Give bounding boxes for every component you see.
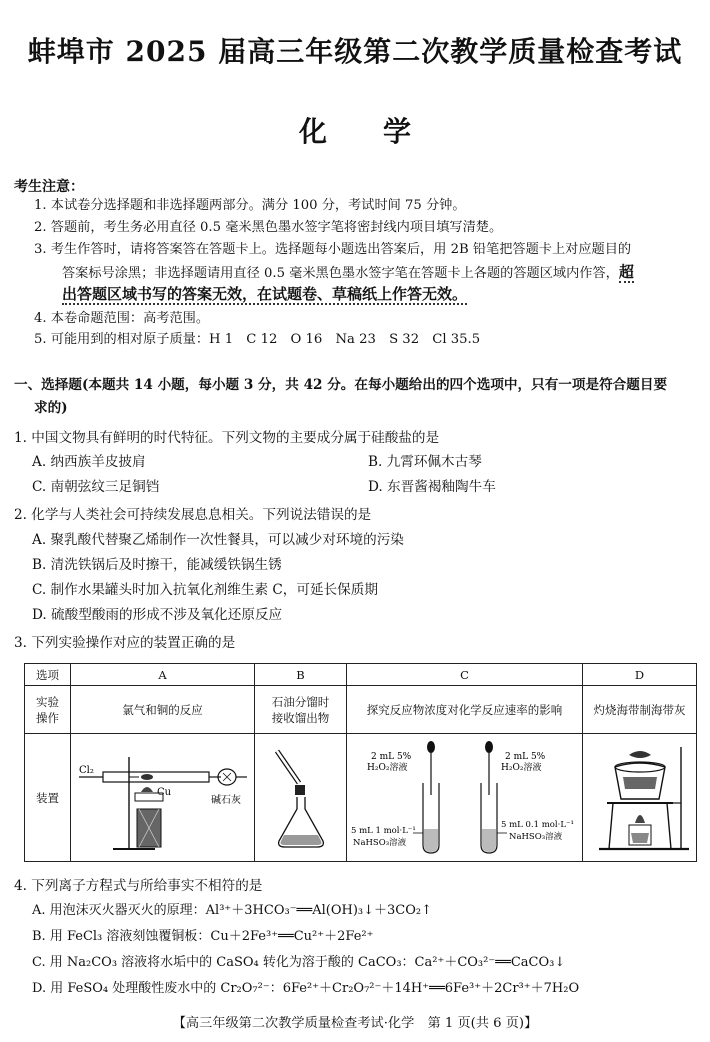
reaction-rate-apparatus-icon bbox=[349, 737, 581, 859]
q2-option-d: D. 硫酸型酸雨的形成不涉及氧化还原反应 bbox=[32, 607, 283, 623]
q4-stem: 4. 下列离子方程式与所给事实不相符的是 bbox=[14, 878, 263, 894]
notice-item-5: 5. 可能用到的相对原子质量：H 1 C 12 O 16 Na 23 S 32 Cl 35.5 bbox=[34, 332, 481, 347]
notice-item-3a: 3. 考生作答时，请将答案答在答题卡上。选择题每小题选出答案后，用 2B 铅笔把答题卡上对应题目的 bbox=[34, 242, 632, 257]
table-header-a: A bbox=[71, 664, 255, 686]
cell-b-operation-b: 接收馏出物 bbox=[271, 710, 330, 725]
notice-heading: 考生注意： bbox=[14, 179, 84, 195]
q3-stem: 3. 下列实验操作对应的装置正确的是 bbox=[14, 635, 236, 651]
cell-b-operation bbox=[255, 686, 347, 734]
row-label-apparatus: 装置 bbox=[25, 734, 71, 862]
label-cu: Cu bbox=[156, 786, 171, 798]
cell-c-operation: 探究反应物浓度对化学反应速率的影响 bbox=[347, 686, 583, 734]
label-left-h2o2-volume: 2 mL 5% bbox=[370, 751, 411, 762]
label-right-h2o2: H₂O₂溶液 bbox=[500, 762, 541, 773]
seaweed-ashing-apparatus-icon bbox=[585, 737, 695, 859]
row-label-operation-a: 实验 bbox=[36, 694, 59, 709]
table-header-row bbox=[25, 664, 697, 686]
table-header-b: B bbox=[255, 664, 347, 686]
q1-stem: 1. 中国文物具有鲜明的时代特征。下列文物的主要成分属于硅酸盐的是 bbox=[14, 430, 440, 446]
cell-a-apparatus bbox=[71, 734, 255, 862]
q1-option-c: C. 南朝弦纹三足铜铛 bbox=[32, 479, 160, 495]
row-label-operation bbox=[25, 686, 71, 734]
notice-item-3b-bold: 超 bbox=[618, 263, 634, 281]
q1-option-b: B. 九霄环佩木古琴 bbox=[368, 454, 482, 470]
q2-option-c: C. 制作水果罐头时加入抗氧化剂维生素 C，可延长保质期 bbox=[32, 582, 378, 598]
chlorine-copper-apparatus-icon bbox=[73, 737, 253, 859]
table-header-d: D bbox=[583, 664, 697, 686]
q4-option-b: B. 用 FeCl₃ 溶液刻蚀覆铜板：Cu＋2Fe³⁺══Cu²⁺＋2Fe²⁺ bbox=[32, 929, 374, 944]
table-row-operation bbox=[25, 686, 697, 734]
table-header-c: C bbox=[347, 664, 583, 686]
q2-stem: 2. 化学与人类社会可持续发展息息相关。下列说法错误的是 bbox=[14, 507, 372, 523]
section1-heading-a: 一、选择题(本题共 14 小题，每小题 3 分，共 42 分。在每小题给出的四个选项中，只有一项是符合题目要 bbox=[14, 377, 668, 393]
exam-title: 蚌埠市 2025 届高三年级第二次教学质量检查考试 bbox=[27, 35, 683, 68]
distillation-receiver-icon bbox=[257, 737, 345, 859]
notice-item-3b-text: 答案标号涂黑；非选择题请用直径 0.5 毫米黑色墨水签字笔在答题卡上各题的答题区域内作答， bbox=[62, 266, 619, 281]
q4-option-d: D. 用 FeSO₄ 处理酸性废水中的 Cr₂O₇²⁻：6Fe²⁺＋Cr₂O₇²⁻＋14H⁺══6Fe³⁺＋2Cr³⁺＋7H₂O bbox=[32, 981, 580, 996]
page-footer: 【高三年级第二次教学质量检查考试·化学 第 1 页(共 6 页)】 bbox=[172, 1016, 538, 1031]
notice-item-3b bbox=[62, 262, 634, 284]
q4-option-a: A. 用泡沫灭火器灭火的原理：Al³⁺＋3HCO₃⁻══Al(OH)₃↓＋3CO₂↑ bbox=[32, 903, 432, 918]
cell-a-operation: 氯气和铜的反应 bbox=[71, 686, 255, 734]
q2-option-a: A. 聚乳酸代替聚乙烯制作一次性餐具，可以减少对环境的污染 bbox=[32, 532, 404, 548]
label-right-nahso3: NaHSO₃溶液 bbox=[508, 831, 562, 842]
cell-b-operation-a: 石油分馏时 bbox=[271, 694, 330, 709]
label-left-h2o2: H₂O₂溶液 bbox=[366, 762, 407, 773]
subject-title: 化学 bbox=[298, 115, 467, 148]
cell-d-operation: 灼烧海带制海带灰 bbox=[583, 686, 697, 734]
section1-heading-b: 求的) bbox=[34, 400, 68, 416]
q4-option-c: C. 用 Na₂CO₃ 溶液将水垢中的 CaSO₄ 转化为溶于酸的 CaCO₃：Ca²⁺＋CO₃²⁻══CaCO₃↓ bbox=[32, 955, 566, 970]
q2-option-b: B. 清洗铁锅后及时擦干，能减缓铁锅生锈 bbox=[32, 557, 282, 573]
cell-b-apparatus bbox=[255, 734, 347, 862]
cell-d-apparatus bbox=[583, 734, 697, 862]
notice-item-4: 4. 本卷命题范围：高考范围。 bbox=[34, 311, 210, 326]
q1-option-d: D. 东晋酱褐釉陶牛车 bbox=[368, 479, 496, 495]
table-row-apparatus bbox=[25, 734, 697, 862]
notice-item-1: 1. 本试卷分选择题和非选择题两部分。满分 100 分，考试时间 75 分钟。 bbox=[34, 198, 466, 213]
label-right-h2o2-volume: 2 mL 5% bbox=[504, 751, 545, 762]
cell-c-apparatus bbox=[347, 734, 583, 862]
table-header-option: 选项 bbox=[25, 664, 71, 686]
label-cl2: Cl₂ bbox=[78, 764, 94, 776]
notice-item-3c-text: 出答题区域书写的答案无效，在试题卷、草稿纸上作答无效。 bbox=[62, 285, 468, 303]
notice-item-2: 2. 答题前，考生务必用直径 0.5 毫米黑色墨水签字笔将密封线内项目填写清楚。 bbox=[34, 220, 503, 235]
q3-apparatus-table bbox=[24, 663, 697, 862]
q1-option-a: A. 纳西族羊皮披肩 bbox=[32, 454, 146, 470]
label-left-nahso3: NaHSO₃溶液 bbox=[352, 837, 406, 848]
row-label-operation-b: 操作 bbox=[36, 710, 59, 725]
label-left-nahso3-conc: 5 mL 1 mol·L⁻¹ bbox=[350, 825, 416, 836]
notice-item-3c bbox=[62, 284, 467, 304]
label-right-nahso3-conc: 5 mL 0.1 mol·L⁻¹ bbox=[500, 819, 574, 830]
label-soda-lime: 碱石灰 bbox=[210, 794, 241, 806]
